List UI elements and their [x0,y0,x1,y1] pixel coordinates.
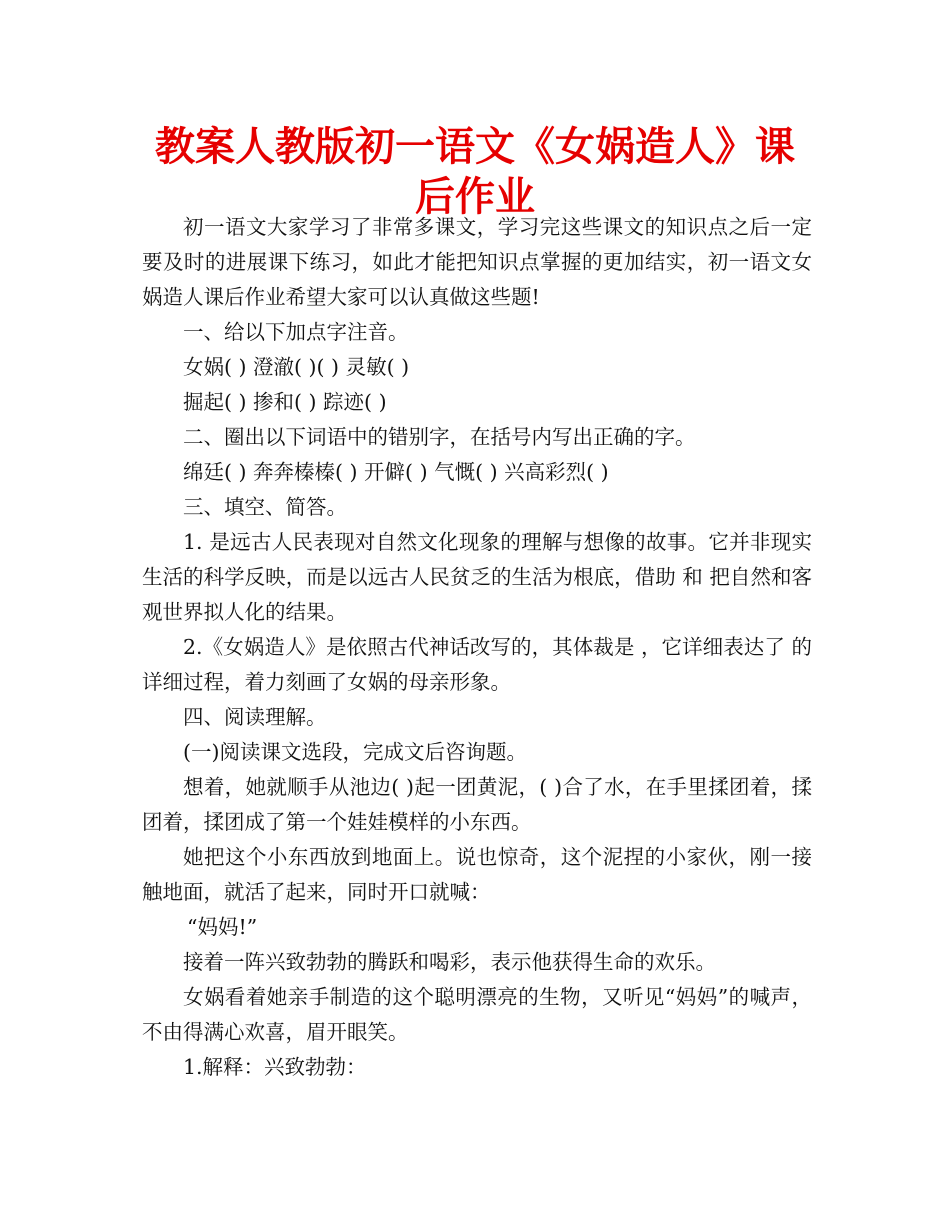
reading-paragraph: 想着，她就顺手从池边( )起一团黄泥，( )合了水，在手里揉团着，揉团着，揉团成了第一个娃娃模样的小东西。 [142,775,812,834]
exercise-line: 女娲( ) 澄澈( )( ) 灵敏( ) [183,355,410,379]
question-item: 1.解释：兴致勃勃： [183,1055,367,1079]
intro-paragraph: 初一语文大家学习了非常多课文，学习完这些课文的知识点之后一定要及时的进展课下练习，如此才能把知识点掌握的更加结实，初一语文女娲造人课后作业希望大家可以认真做这些题! [142,215,812,309]
subsection-heading: (一)阅读课文选段，完成文后咨询题。 [183,740,527,764]
section-heading-2: 二、圈出以下词语中的错别字，在括号内写出正确的字。 [183,425,696,449]
section-heading-4: 四、阅读理解。 [183,705,327,729]
question-paragraph: 1. 是远古人民表现对自然文化现象的理解与想像的故事。它并非现实生活的科学反映，而是以远古人民贫乏的生活为根底，借助 和 把自然和客观世界拟人化的结果。 [142,530,812,624]
reading-paragraph: 女娲看着她亲手制造的这个聪明漂亮的生物，又听见“妈妈”的喊声，不由得满心欢喜，眉开眼笑。 [142,985,812,1044]
exercise-line: 掘起( ) 掺和( ) 踪迹( ) [183,390,387,414]
section-heading-3: 三、填空、简答。 [183,495,347,519]
section-heading-1: 一、给以下加点字注音。 [183,320,409,344]
reading-paragraph: 她把这个小东西放到地面上。说也惊奇，这个泥捏的小家伙，刚一接触地面，就活了起来，同时开口就喊： [142,845,812,904]
document-body [142,210,812,1085]
reading-paragraph: 接着一阵兴致勃勃的腾跃和喝彩，表示他获得生命的欢乐。 [183,950,716,974]
document-title: 教案人教版初一语文《女娲造人》课后作业 [155,124,795,220]
reading-quote: “妈妈!” [187,915,258,939]
question-paragraph: 2.《女娲造人》是依照古代神话改写的，其体裁是 ，它详细表达了 的详细过程，着力刻画了女娲的母亲形象。 [142,635,812,694]
exercise-line: 绵廷( ) 奔奔榛榛( ) 开僻( ) 气慨( ) 兴高彩烈( ) [183,460,609,484]
